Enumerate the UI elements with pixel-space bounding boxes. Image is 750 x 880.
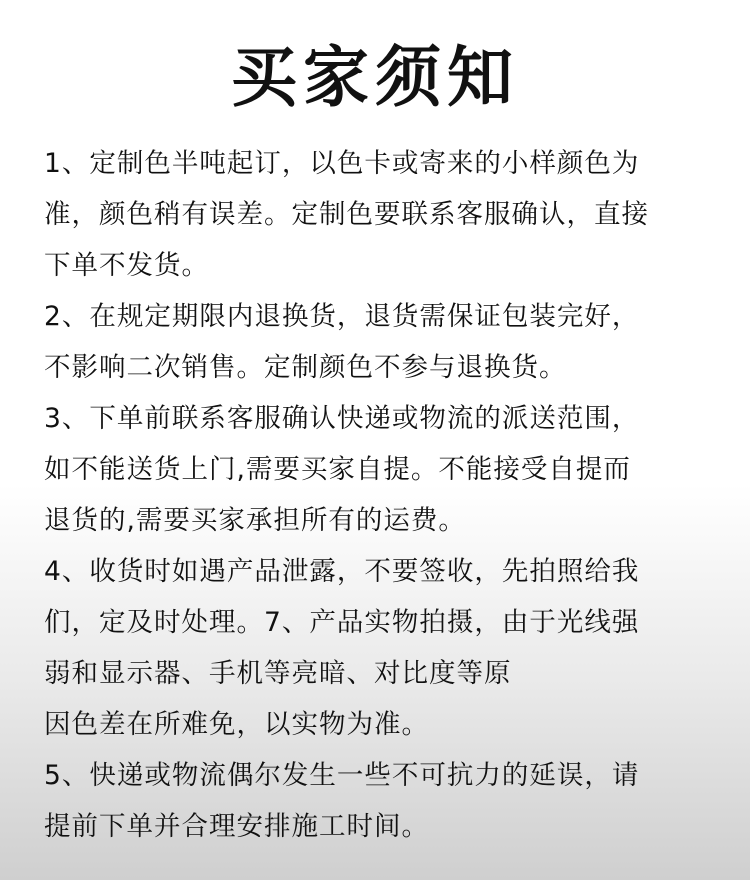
notice-line: 1、定制色半吨起订，以色卡或寄来的小样颜色为 — [44, 148, 640, 179]
notice-list — [44, 138, 724, 852]
notice-line: 准，颜色稍有误差。定制色要联系客服确认，直接 — [44, 199, 649, 230]
notice-line: 4、收货时如遇产品泄露，不要签收，先拍照给我 — [44, 556, 640, 587]
notice-line: 下单不发货。 — [44, 250, 209, 281]
notice-line: 2、在规定期限内退换货，退货需保证包装完好， — [44, 301, 640, 332]
notice-line: 提前下单并合理安排施工时间。 — [44, 811, 429, 842]
notice-line: 如不能送货上门,需要买家自提。不能接受自提而 — [44, 454, 631, 485]
page-title: 买家须知 — [231, 39, 519, 116]
notice-line: 们，定及时处理。7、产品实物拍摄，由于光线强 — [44, 607, 640, 638]
notice-line: 不影响二次销售。定制颜色不参与退换货。 — [44, 352, 567, 383]
notice-line: 3、下单前联系客服确认快递或物流的派送范围， — [44, 403, 640, 434]
notice-line: 弱和显示器、手机等亮暗、对比度等原 — [44, 658, 512, 689]
notice-line: 5、快递或物流偶尔发生一些不可抗力的延误，请 — [44, 760, 640, 791]
notice-line: 因色差在所难免，以实物为准。 — [44, 709, 429, 740]
notice-line: 退货的,需要买家承担所有的运费。 — [44, 505, 466, 536]
